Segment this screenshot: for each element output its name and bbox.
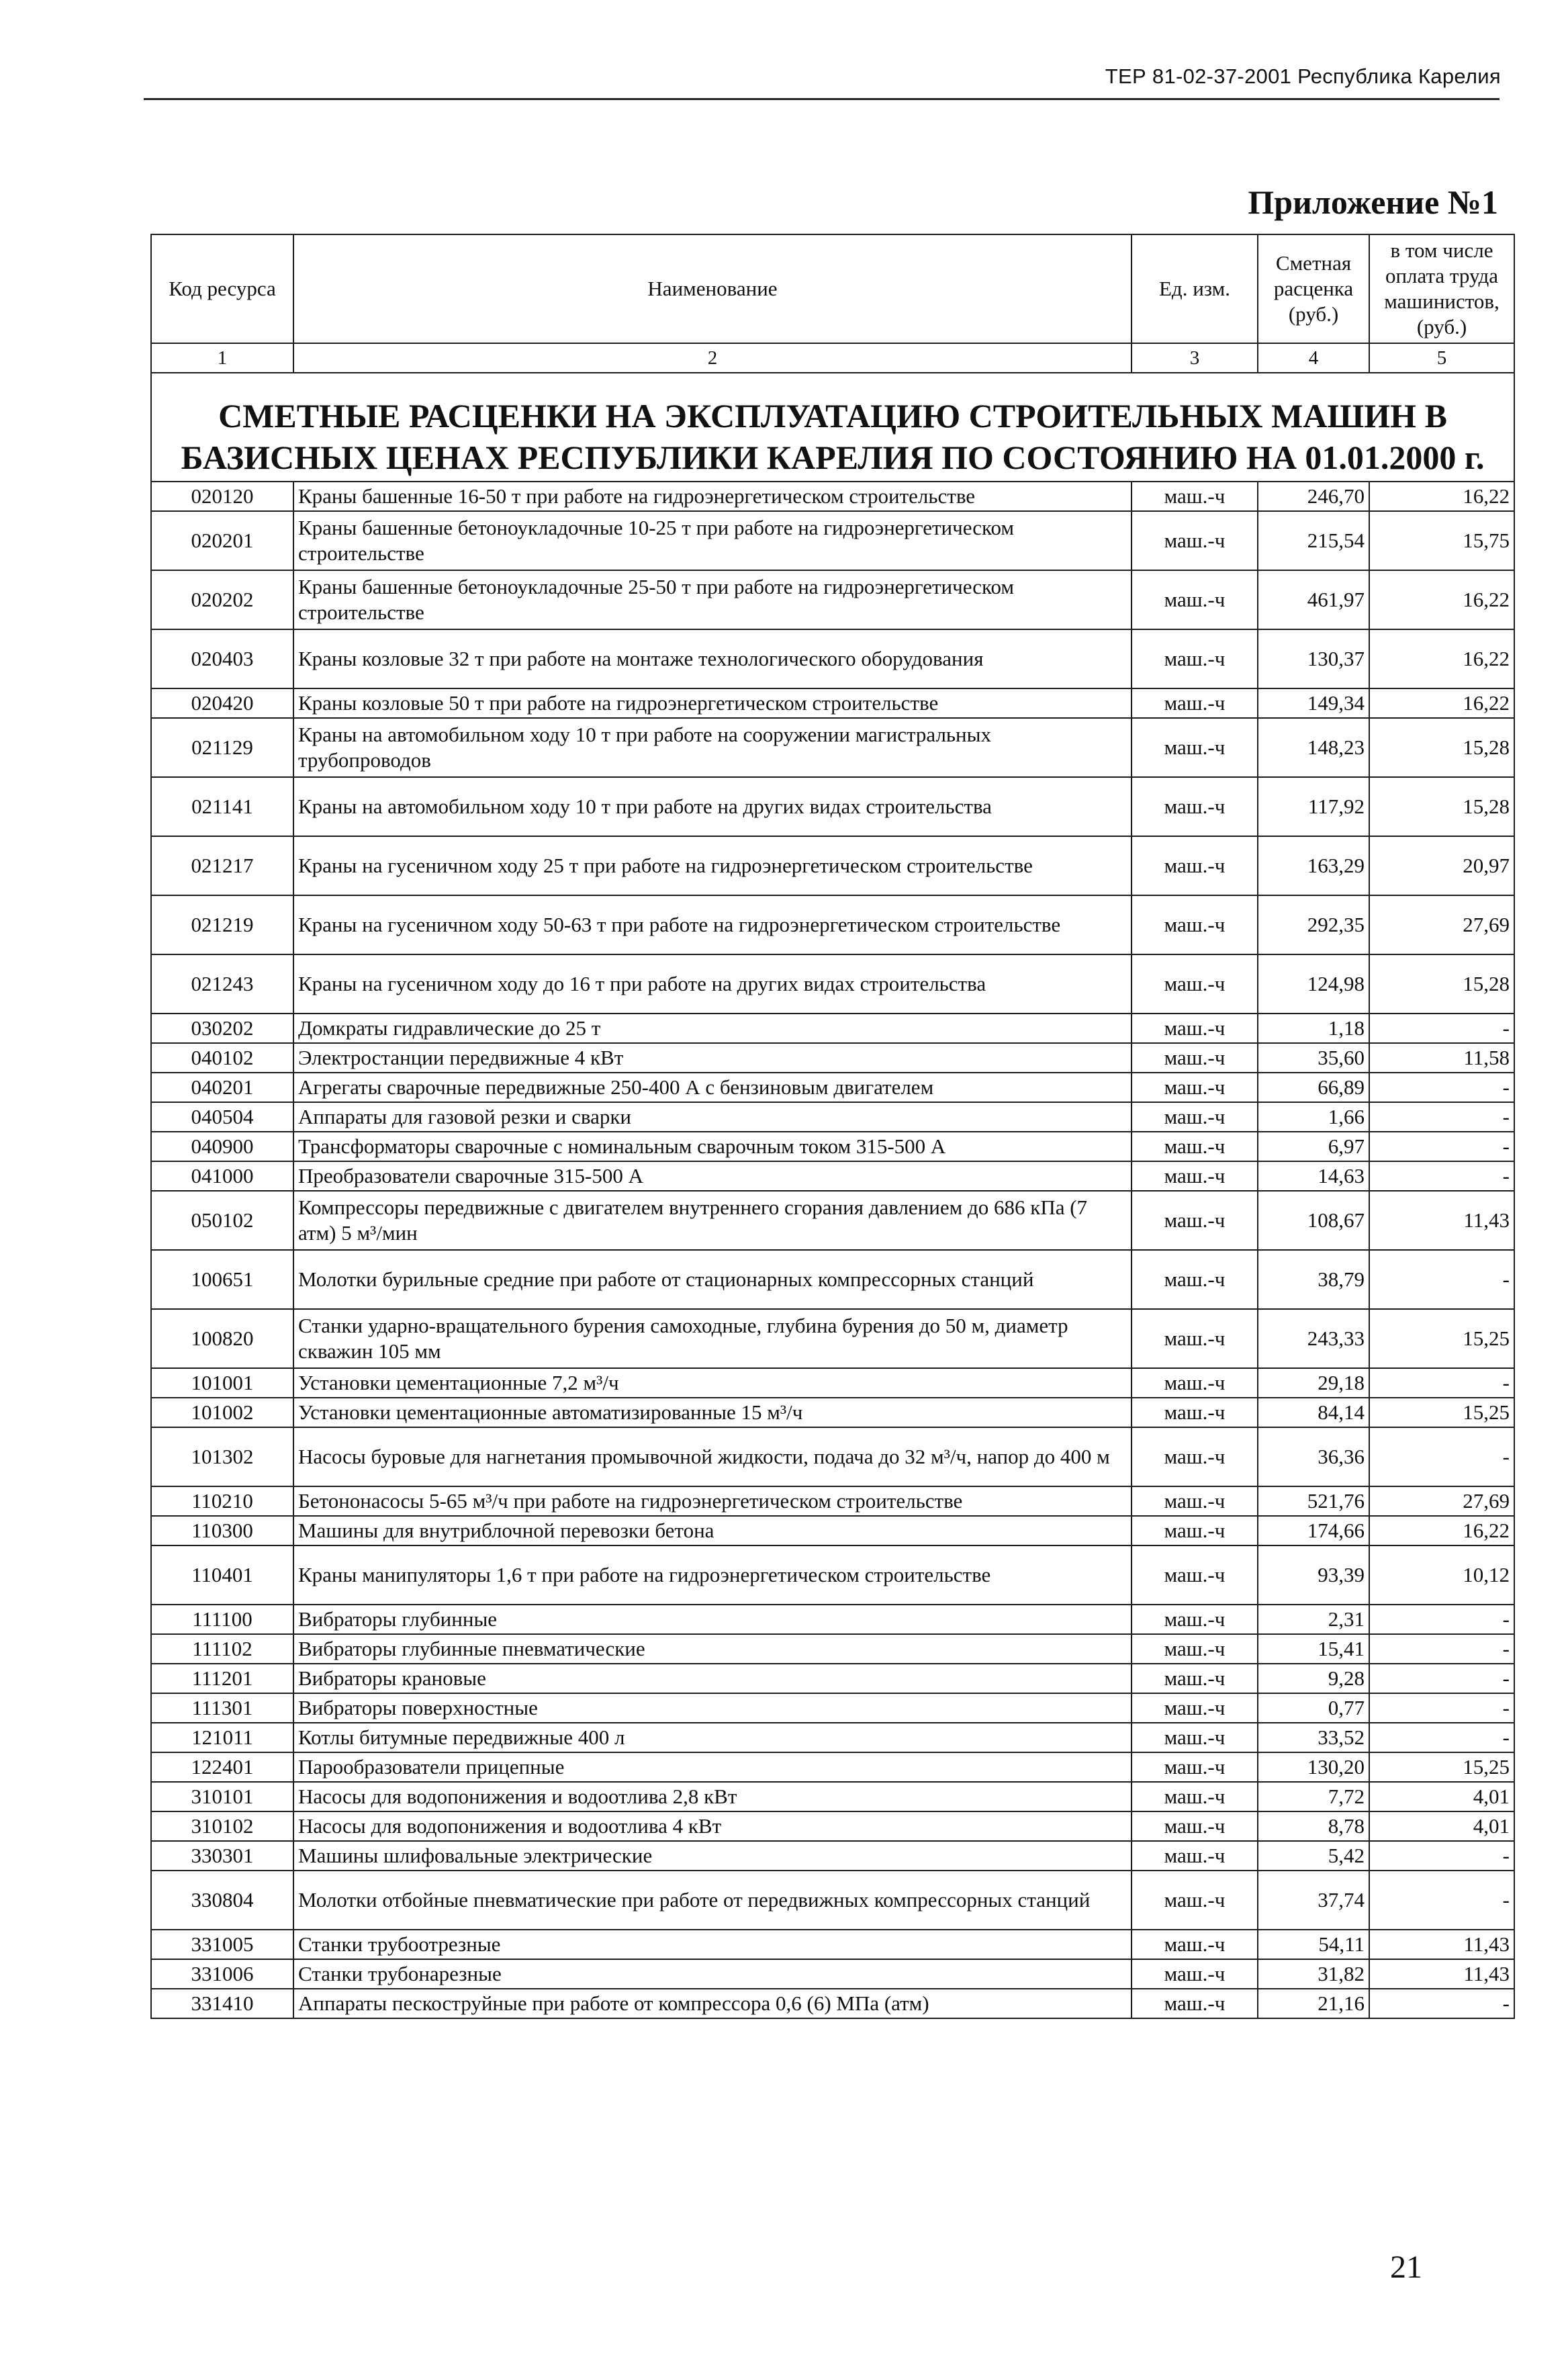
operator-wage: 20,97 [1369,836,1514,895]
estimated-rate: 31,82 [1258,1959,1369,1989]
operator-wage: - [1369,1132,1514,1161]
resource-name: Аппараты для газовой резки и сварки [293,1102,1132,1132]
resource-code: 040504 [151,1102,293,1132]
operator-wage: 15,25 [1369,1309,1514,1368]
table-row [151,1250,1514,1309]
table-row [151,688,1514,718]
unit-of-measure: маш.-ч [1132,1486,1258,1516]
resource-name: Краны на автомобильном ходу 10 т при работе на сооружении магистральных трубопроводов [293,718,1132,777]
resource-name: Краны башенные бетоноукладочные 10-25 т при работе на гидроэнергетическом строительстве [293,511,1132,570]
unit-of-measure: маш.-ч [1132,1634,1258,1664]
table-row [151,1871,1514,1930]
resource-code: 040201 [151,1073,293,1102]
operator-wage: 16,22 [1369,688,1514,718]
unit-of-measure: маш.-ч [1132,836,1258,895]
unit-of-measure: маш.-ч [1132,1605,1258,1634]
resource-name: Преобразователи сварочные 315-500 А [293,1161,1132,1191]
estimated-rate: 93,39 [1258,1545,1369,1605]
estimated-rate: 37,74 [1258,1871,1369,1930]
operator-wage: 16,22 [1369,482,1514,511]
estimated-rate: 5,42 [1258,1841,1369,1871]
resource-code: 330301 [151,1841,293,1871]
table-row [151,1161,1514,1191]
unit-of-measure: маш.-ч [1132,1959,1258,1989]
resource-name: Краны на гусеничном ходу 25 т при работе на гидроэнергетическом строительстве [293,836,1132,895]
operator-wage: 4,01 [1369,1811,1514,1841]
estimated-rate: 246,70 [1258,482,1369,511]
operator-wage: - [1369,1014,1514,1043]
estimated-rate: 163,29 [1258,836,1369,895]
resource-name: Котлы битумные передвижные 400 л [293,1723,1132,1752]
table-row [151,1545,1514,1605]
table-row [151,1102,1514,1132]
estimated-rate: 1,66 [1258,1102,1369,1132]
resource-name: Аппараты пескоструйные при работе от компрессора 0,6 (6) МПа (атм) [293,1989,1132,2018]
resource-code: 050102 [151,1191,293,1250]
operator-wage: 16,22 [1369,1516,1514,1545]
unit-of-measure: маш.-ч [1132,1102,1258,1132]
resource-name: Молотки отбойные пневматические при работе от передвижных компрессорных станций [293,1871,1132,1930]
estimated-rate: 54,11 [1258,1930,1369,1959]
estimated-rate: 35,60 [1258,1043,1369,1073]
resource-code: 021217 [151,836,293,895]
resource-name: Машины для внутриблочной перевозки бетона [293,1516,1132,1545]
operator-wage: - [1369,1161,1514,1191]
operator-wage: - [1369,1427,1514,1486]
table-row [151,1043,1514,1073]
resource-code: 331005 [151,1930,293,1959]
resource-code: 331410 [151,1989,293,2018]
column-number: 2 [293,343,1132,373]
operator-wage: 27,69 [1369,895,1514,954]
operator-wage: - [1369,1841,1514,1871]
table-row [151,954,1514,1014]
unit-of-measure: маш.-ч [1132,1811,1258,1841]
estimated-rate: 21,16 [1258,1989,1369,2018]
resource-name: Установки цементационные 7,2 м³/ч [293,1368,1132,1398]
column-number: 5 [1369,343,1514,373]
unit-of-measure: маш.-ч [1132,1132,1258,1161]
unit-of-measure: маш.-ч [1132,1752,1258,1782]
resource-name: Станки ударно-вращательного бурения самоходные, глубина бурения до 50 м, диаметр скважин 105 мм [293,1309,1132,1368]
unit-of-measure: маш.-ч [1132,1043,1258,1073]
table-row [151,1368,1514,1398]
estimated-rate: 29,18 [1258,1368,1369,1398]
resource-code: 101001 [151,1368,293,1398]
estimated-rate: 243,33 [1258,1309,1369,1368]
resource-name: Молотки бурильные средние при работе от стационарных компрессорных станций [293,1250,1132,1309]
unit-of-measure: маш.-ч [1132,1427,1258,1486]
unit-of-measure: маш.-ч [1132,1841,1258,1871]
resource-name: Краны козловые 32 т при работе на монтаже технологического оборудования [293,629,1132,688]
resource-name: Агрегаты сварочные передвижные 250-400 А с бензиновым двигателем [293,1073,1132,1102]
estimated-rate: 9,28 [1258,1664,1369,1693]
resource-code: 020201 [151,511,293,570]
resource-code: 101002 [151,1398,293,1427]
resource-code: 040102 [151,1043,293,1073]
resource-code: 330804 [151,1871,293,1930]
table-row [151,1605,1514,1634]
table-row [151,1132,1514,1161]
appendix-title: Приложение №1 [1248,183,1498,221]
resource-code: 020202 [151,570,293,629]
resource-code: 041000 [151,1161,293,1191]
resource-code: 021243 [151,954,293,1014]
resource-name: Насосы для водопонижения и водоотлива 4 кВт [293,1811,1132,1841]
resource-code: 111301 [151,1693,293,1723]
estimated-rate: 124,98 [1258,954,1369,1014]
resource-name: Домкраты гидравлические до 25 т [293,1014,1132,1043]
resource-code: 040900 [151,1132,293,1161]
estimated-rate: 1,18 [1258,1014,1369,1043]
operator-wage: 15,28 [1369,718,1514,777]
table-row [151,1693,1514,1723]
operator-wage: - [1369,1723,1514,1752]
estimated-rate: 130,20 [1258,1752,1369,1782]
resource-code: 110300 [151,1516,293,1545]
table-row [151,1427,1514,1486]
table-row [151,1782,1514,1811]
column-number: 4 [1258,343,1369,373]
resource-code: 122401 [151,1752,293,1782]
unit-of-measure: маш.-ч [1132,1989,1258,2018]
operator-wage: 4,01 [1369,1782,1514,1811]
table-row [151,1309,1514,1368]
estimated-rate: 7,72 [1258,1782,1369,1811]
estimated-rate: 36,36 [1258,1427,1369,1486]
resource-code: 030202 [151,1014,293,1043]
unit-of-measure: маш.-ч [1132,1191,1258,1250]
resource-code: 100820 [151,1309,293,1368]
estimated-rate: 174,66 [1258,1516,1369,1545]
resource-code: 021129 [151,718,293,777]
table-row [151,1486,1514,1516]
table-row [151,777,1514,836]
resource-code: 021219 [151,895,293,954]
resource-name: Насосы для водопонижения и водоотлива 2,8 кВт [293,1782,1132,1811]
header-code: Код ресурса [151,234,293,343]
resource-code: 310101 [151,1782,293,1811]
resource-name: Вибраторы глубинные пневматические [293,1634,1132,1664]
resource-code: 310102 [151,1811,293,1841]
operator-wage: - [1369,1664,1514,1693]
estimated-rate: 108,67 [1258,1191,1369,1250]
table-row [151,836,1514,895]
resource-code: 111201 [151,1664,293,1693]
unit-of-measure: маш.-ч [1132,895,1258,954]
document-reference: ТЕР 81-02-37-2001 Республика Карелия [1105,64,1501,88]
estimated-rate: 148,23 [1258,718,1369,777]
resource-name: Насосы буровые для нагнетания промывочной жидкости, подача до 32 м³/ч, напор до 400 м [293,1427,1132,1486]
resource-name: Краны манипуляторы 1,6 т при работе на гидроэнергетическом строительстве [293,1545,1132,1605]
column-number: 3 [1132,343,1258,373]
table-row [151,1959,1514,1989]
unit-of-measure: маш.-ч [1132,1161,1258,1191]
unit-of-measure: маш.-ч [1132,777,1258,836]
resource-code: 111100 [151,1605,293,1634]
operator-wage: - [1369,1102,1514,1132]
operator-wage: - [1369,1634,1514,1664]
page-number: 21 [1390,2249,1422,2285]
section-title: СМЕТНЫЕ РАСЦЕНКИ НА ЭКСПЛУАТАЦИЮ СТРОИТЕЛЬНЫХ МАШИН В БАЗИСНЫХ ЦЕНАХ РЕСПУБЛИКИ КАРЕЛИЯ ПО СОСТОЯНИЮ НА 01.01.2000 г. [151,373,1514,482]
unit-of-measure: маш.-ч [1132,1073,1258,1102]
estimated-rate: 117,92 [1258,777,1369,836]
resource-name: Вибраторы поверхностные [293,1693,1132,1723]
table-row [151,895,1514,954]
resource-name: Станки трубоотрезные [293,1930,1132,1959]
estimated-rate: 33,52 [1258,1723,1369,1752]
resource-name: Краны башенные 16-50 т при работе на гидроэнергетическом строительстве [293,482,1132,511]
header-divider [144,98,1500,100]
unit-of-measure: маш.-ч [1132,718,1258,777]
column-number: 1 [151,343,293,373]
resource-name: Вибраторы глубинные [293,1605,1132,1634]
operator-wage: 10,12 [1369,1545,1514,1605]
operator-wage: - [1369,1693,1514,1723]
resource-code: 020120 [151,482,293,511]
resource-code: 020403 [151,629,293,688]
table-row [151,1930,1514,1959]
unit-of-measure: маш.-ч [1132,1309,1258,1368]
table-row [151,1398,1514,1427]
resource-code: 111102 [151,1634,293,1664]
table-row [151,1989,1514,2018]
unit-of-measure: маш.-ч [1132,629,1258,688]
unit-of-measure: маш.-ч [1132,1368,1258,1398]
operator-wage: - [1369,1073,1514,1102]
resource-name: Электростанции передвижные 4 кВт [293,1043,1132,1073]
resource-name: Краны на гусеничном ходу до 16 т при работе на других видах строительства [293,954,1132,1014]
estimated-rate: 292,35 [1258,895,1369,954]
table-row [151,1752,1514,1782]
resource-code: 110210 [151,1486,293,1516]
header-unit: Ед. изм. [1132,234,1258,343]
operator-wage: 15,28 [1369,954,1514,1014]
table-row [151,1073,1514,1102]
operator-wage: 15,25 [1369,1398,1514,1427]
table-row [151,1664,1514,1693]
unit-of-measure: маш.-ч [1132,954,1258,1014]
header-name: Наименование [293,234,1132,343]
operator-wage: - [1369,1605,1514,1634]
unit-of-measure: маш.-ч [1132,1693,1258,1723]
unit-of-measure: маш.-ч [1132,688,1258,718]
unit-of-measure: маш.-ч [1132,1930,1258,1959]
table-header-row [151,234,1514,343]
operator-wage: 15,25 [1369,1752,1514,1782]
rates-table [150,234,1515,2019]
resource-name: Станки трубонарезные [293,1959,1132,1989]
table-row [151,482,1514,511]
resource-code: 110401 [151,1545,293,1605]
table-row [151,629,1514,688]
estimated-rate: 130,37 [1258,629,1369,688]
column-number-row [151,343,1514,373]
operator-wage: - [1369,1368,1514,1398]
estimated-rate: 38,79 [1258,1250,1369,1309]
estimated-rate: 84,14 [1258,1398,1369,1427]
table-row [151,1723,1514,1752]
operator-wage: 11,43 [1369,1930,1514,1959]
operator-wage: 16,22 [1369,570,1514,629]
table-row [151,1811,1514,1841]
operator-wage: 16,22 [1369,629,1514,688]
operator-wage: 11,43 [1369,1191,1514,1250]
unit-of-measure: маш.-ч [1132,1014,1258,1043]
operator-wage: 11,43 [1369,1959,1514,1989]
resource-code: 020420 [151,688,293,718]
unit-of-measure: маш.-ч [1132,1782,1258,1811]
operator-wage: - [1369,1989,1514,2018]
resource-name: Краны на гусеничном ходу 50-63 т при работе на гидроэнергетическом строительстве [293,895,1132,954]
resource-name: Краны козловые 50 т при работе на гидроэнергетическом строительстве [293,688,1132,718]
resource-name: Установки цементационные автоматизированные 15 м³/ч [293,1398,1132,1427]
resource-name: Парообразователи прицепные [293,1752,1132,1782]
estimated-rate: 521,76 [1258,1486,1369,1516]
resource-code: 331006 [151,1959,293,1989]
table-row [151,511,1514,570]
table-row [151,718,1514,777]
operator-wage: 27,69 [1369,1486,1514,1516]
unit-of-measure: маш.-ч [1132,1545,1258,1605]
estimated-rate: 215,54 [1258,511,1369,570]
table-row [151,1516,1514,1545]
estimated-rate: 461,97 [1258,570,1369,629]
unit-of-measure: маш.-ч [1132,511,1258,570]
operator-wage: 11,58 [1369,1043,1514,1073]
estimated-rate: 8,78 [1258,1811,1369,1841]
estimated-rate: 149,34 [1258,688,1369,718]
resource-name: Краны на автомобильном ходу 10 т при работе на других видах строительства [293,777,1132,836]
header-price: Сметная расценка (руб.) [1258,234,1369,343]
operator-wage: - [1369,1871,1514,1930]
estimated-rate: 6,97 [1258,1132,1369,1161]
unit-of-measure: маш.-ч [1132,570,1258,629]
resource-name: Вибраторы крановые [293,1664,1132,1693]
section-title-row [151,373,1514,482]
unit-of-measure: маш.-ч [1132,482,1258,511]
resource-name: Бетононасосы 5-65 м³/ч при работе на гидроэнергетическом строительстве [293,1486,1132,1516]
operator-wage: - [1369,1250,1514,1309]
unit-of-measure: маш.-ч [1132,1398,1258,1427]
table-row [151,570,1514,629]
header-wage: в том числе оплата труда машинистов, (руб.) [1369,234,1514,343]
unit-of-measure: маш.-ч [1132,1516,1258,1545]
unit-of-measure: маш.-ч [1132,1723,1258,1752]
estimated-rate: 14,63 [1258,1161,1369,1191]
unit-of-measure: маш.-ч [1132,1250,1258,1309]
resource-code: 121011 [151,1723,293,1752]
resource-name: Трансформаторы сварочные с номинальным сварочным током 315-500 А [293,1132,1132,1161]
estimated-rate: 66,89 [1258,1073,1369,1102]
estimated-rate: 2,31 [1258,1605,1369,1634]
table-row [151,1014,1514,1043]
unit-of-measure: маш.-ч [1132,1871,1258,1930]
operator-wage: 15,28 [1369,777,1514,836]
resource-name: Машины шлифовальные электрические [293,1841,1132,1871]
resource-code: 101302 [151,1427,293,1486]
table-row [151,1841,1514,1871]
resource-name: Краны башенные бетоноукладочные 25-50 т при работе на гидроэнергетическом строительстве [293,570,1132,629]
operator-wage: 15,75 [1369,511,1514,570]
table-row [151,1634,1514,1664]
resource-name: Компрессоры передвижные с двигателем внутреннего сгорания давлением до 686 кПа (7 атм) 5 м³/мин [293,1191,1132,1250]
resource-code: 021141 [151,777,293,836]
estimated-rate: 0,77 [1258,1693,1369,1723]
table-row [151,1191,1514,1250]
resource-code: 100651 [151,1250,293,1309]
estimated-rate: 15,41 [1258,1634,1369,1664]
unit-of-measure: маш.-ч [1132,1664,1258,1693]
